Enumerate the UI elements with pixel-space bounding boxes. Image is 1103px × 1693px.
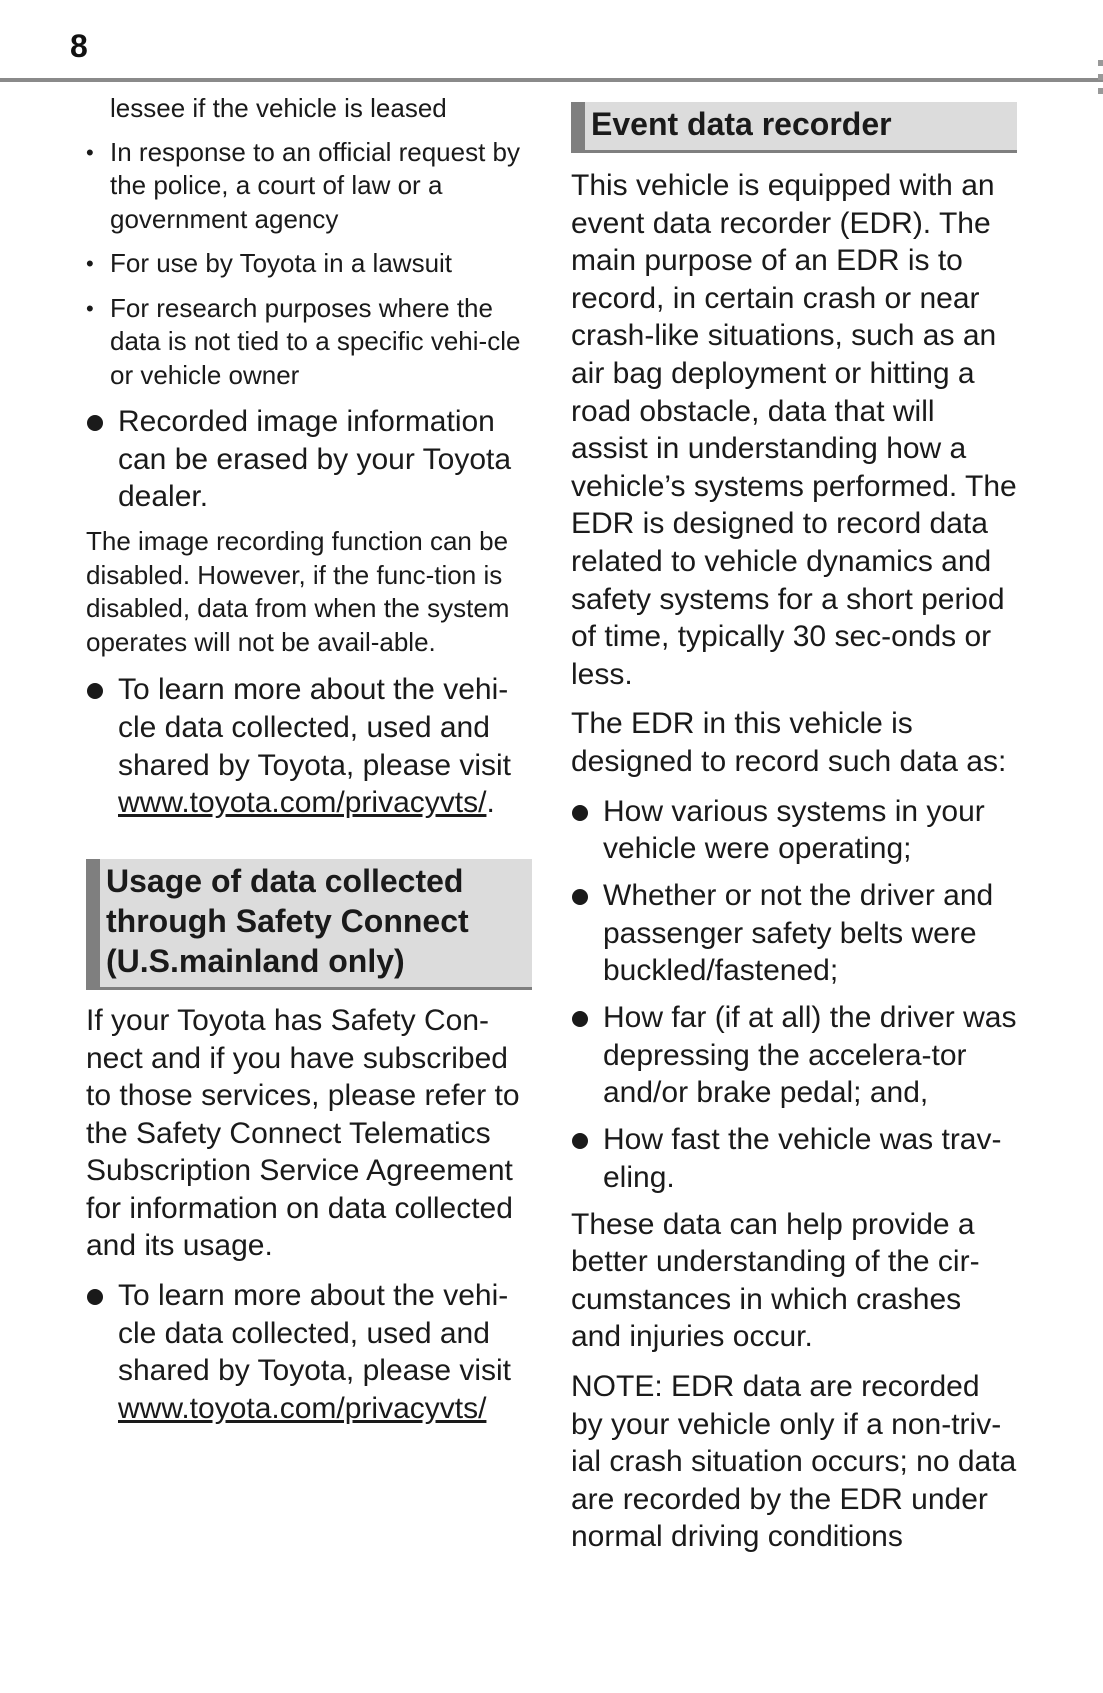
bullet-text: How fast the vehicle was trav-eling. — [603, 1123, 1002, 1194]
note-disable: The image recording function can be disabled. However, if the func-tion is disabled, data from when the system operates will not be avail-able. — [86, 526, 510, 657]
small-bullet-icon: • — [86, 251, 94, 276]
bullet-text: How various systems in your vehicle were operating; — [603, 794, 985, 866]
privacy-link[interactable]: www.toyota.com/privacyvts/ — [118, 786, 487, 820]
para-edr-help: These data can help provide a better understanding of the cir-cumstances in which crashes and injuries occur. — [571, 1207, 980, 1354]
bullet-text: To learn more about the vehi-cle data collected, used and shared by Toyota, please visit — [118, 1279, 512, 1388]
list-item-text: For use by Toyota in a lawsuit — [110, 248, 453, 278]
list-item-text: In response to an official request by the police, a court of law or a government agency — [110, 136, 520, 234]
list-item — [571, 999, 1017, 1112]
para-edr-note: NOTE: EDR data are recorded by your vehicle only if a non-triv-ial crash situation occurs; no data are recorded by the EDR under normal driving conditions — [571, 1369, 1017, 1554]
small-bullet-icon: • — [86, 139, 94, 165]
section-heading-edr: Event data recorder — [571, 102, 1017, 153]
list-item-text: For research purposes where the data is not tied to a specific vehi-cle or vehicle owner — [110, 292, 521, 390]
bullet-erased — [86, 403, 532, 516]
bullet-tail: . — [486, 786, 495, 820]
bullet-dot-icon — [87, 415, 103, 431]
continuation-text: lessee if the vehicle is leased — [110, 93, 447, 123]
page-edge-tab — [1098, 60, 1103, 100]
bullet-dot-icon — [87, 683, 103, 699]
list-item — [86, 292, 532, 393]
para-edr-intro: This vehicle is equipped with an event data recorder (EDR). The main purpose of an EDR is to record, in certain crash or near crash-like situations, such as an air bag deployment or hitting a road obstacle, data that will assist in understanding how a vehicle’s systems performed. The EDR is designed to record data related to vehicle dynamics and safety systems for a short period of time, typically 30 sec-onds or less. — [571, 169, 1017, 691]
list-item — [86, 136, 532, 237]
bullet-text: How far (if at all) the driver was depressing the accelera-tor and/or brake pedal; and, — [603, 1001, 1017, 1110]
para-edr-record: The EDR in this vehicle is designed to record such data as: — [571, 707, 1007, 778]
header-rule — [0, 78, 1103, 82]
bullet-text: Recorded image information can be erased by your Toyota dealer. — [118, 405, 512, 514]
left-column — [86, 92, 532, 1437]
section-heading-usage: Usage of data collected through Safety Connect (U.S.mainland only) — [86, 859, 532, 990]
list-item — [86, 247, 532, 281]
list-item — [571, 877, 1017, 990]
list-item — [571, 793, 1017, 868]
bullet-dot-icon — [572, 805, 588, 821]
bullet-dot-icon — [572, 1133, 588, 1149]
bullet-learn-more-1 — [86, 671, 532, 822]
small-bullet-icon: • — [86, 295, 94, 321]
privacy-link[interactable]: www.toyota.com/privacyvts/ — [118, 1392, 487, 1426]
bullet-dot-icon — [87, 1289, 103, 1305]
right-column — [571, 92, 1017, 1568]
bullet-dot-icon — [572, 889, 588, 905]
bullet-learn-more-2 — [86, 1277, 532, 1428]
para-safety-connect: If your Toyota has Safety Con-nect and if you have subscribed to those services, please refer to the Safety Connect Telematics Subscription Service Agreement for information on data collected and its usage. — [86, 1003, 520, 1263]
bullet-text: Whether or not the driver and passenger safety belts were buckled/fastened; — [603, 878, 994, 988]
page-number: 8 — [70, 28, 88, 64]
list-item — [571, 1121, 1017, 1196]
bullet-text: To learn more about the vehi-cle data collected, used and shared by Toyota, please visit — [118, 673, 512, 782]
bullet-dot-icon — [572, 1011, 588, 1027]
